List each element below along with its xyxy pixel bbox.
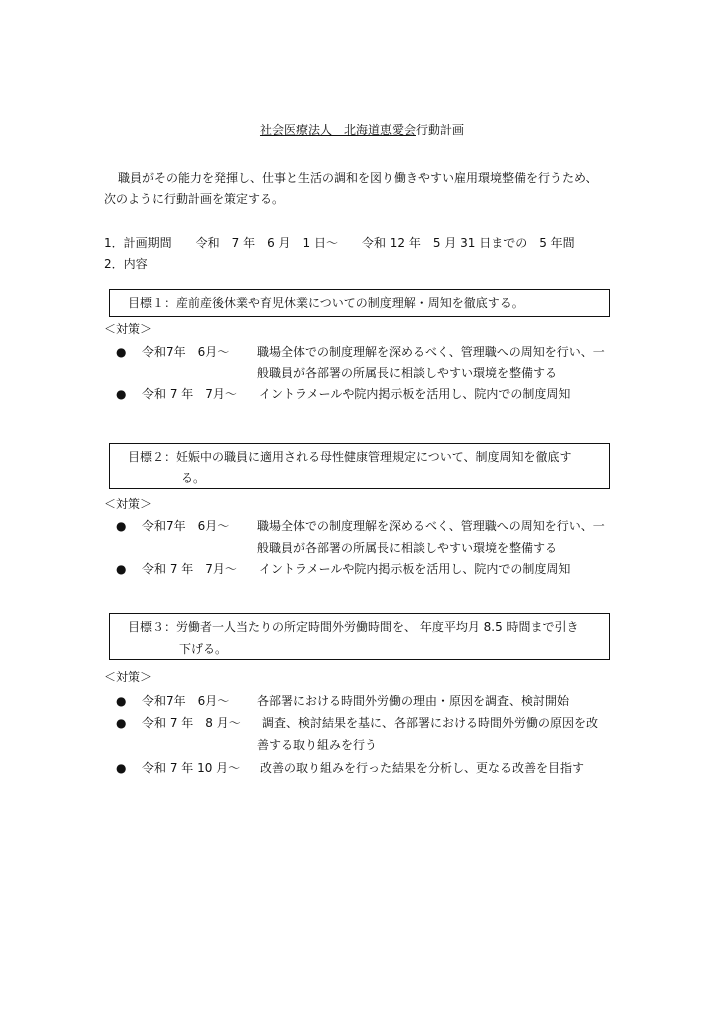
measure-text-cont: 善する取り組みを行う <box>257 738 378 752</box>
goal-text-cont: 下げる。 <box>179 642 228 656</box>
title-org: 社会医療法人 北海道恵愛会 <box>259 123 416 137</box>
goal-box-1 <box>109 289 610 317</box>
measure-text: 各部署における時間外労働の理由・原因を調査、検討開始 <box>257 694 570 708</box>
measure-text-cont: 般職員が各部署の所属長に相談しやすい環境を整備する <box>257 541 558 555</box>
bullet-icon: ● <box>116 519 127 533</box>
measures-label: ＜対策＞ <box>104 497 153 511</box>
measure-date: 令和7年 6月～ <box>142 519 230 533</box>
goal-text: 目標１：産前産後休業や育児休業についての制度理解・周知を徹底する。 <box>128 296 524 310</box>
goal-text: 目標２：妊娠中の職員に適用される母性健康管理規定について、制度周知を徹底す <box>128 450 572 464</box>
goal-box-2 <box>109 443 610 489</box>
intro-line-1: 職員がその能力を発揮し、仕事と生活の調和を図り働きやすい雇用環境整備を行うため、 <box>118 171 598 185</box>
bullet-icon: ● <box>116 761 127 775</box>
measure-text: 職場全体での制度理解を深めるべく、管理職への周知を行い、一 <box>257 345 605 359</box>
bullet-icon: ● <box>116 716 127 730</box>
bullet-icon: ● <box>116 694 127 708</box>
intro-line-2: 次のように行動計画を策定する。 <box>104 192 285 206</box>
measure-date: 令和7年 6月～ <box>142 694 230 708</box>
measures-label: ＜対策＞ <box>104 322 153 336</box>
goal-box-3 <box>109 613 610 660</box>
measure-text: イントラメールや院内掲示板を活用し、院内での制度周知 <box>259 387 571 401</box>
measure-text: 改善の取り組みを行った結果を分析し、更なる改善を目指す <box>260 761 585 775</box>
bullet-icon: ● <box>116 562 127 576</box>
section-contents: 2．内容 <box>104 257 148 271</box>
measure-date: 令和 7 年 10 月～ <box>142 761 241 775</box>
bullet-icon: ● <box>116 387 127 401</box>
measure-date: 令和7年 6月～ <box>142 345 230 359</box>
section-plan-period: 1．計画期間 令和 7 年 6 月 1 日～ 令和 12 年 5 月 31 日までの 5 年間 <box>104 236 575 250</box>
measure-text: 調査、検討結果を基に、各部署における時間外労働の原因を改 <box>262 716 599 730</box>
measures-label: ＜対策＞ <box>104 670 153 684</box>
goal-text: 目標３：労働者一人当たりの所定時間外労働時間を、 年度平均月 8.5 時間まで引き <box>128 620 579 634</box>
measure-text: 職場全体での制度理解を深めるべく、管理職への周知を行い、一 <box>257 519 605 533</box>
goal-text-cont: る。 <box>181 471 206 485</box>
measure-text: イントラメールや院内掲示板を活用し、院内での制度周知 <box>259 562 571 576</box>
page-title <box>0 122 724 138</box>
measure-text-cont: 般職員が各部署の所属長に相談しやすい環境を整備する <box>257 366 558 380</box>
title-suffix: 行動計画 <box>416 123 465 137</box>
measure-date: 令和 7 年 8 月～ <box>142 716 241 730</box>
bullet-icon: ● <box>116 345 127 359</box>
measure-date: 令和 7 年 7月～ <box>142 562 237 576</box>
measure-date: 令和 7 年 7月～ <box>142 387 237 401</box>
